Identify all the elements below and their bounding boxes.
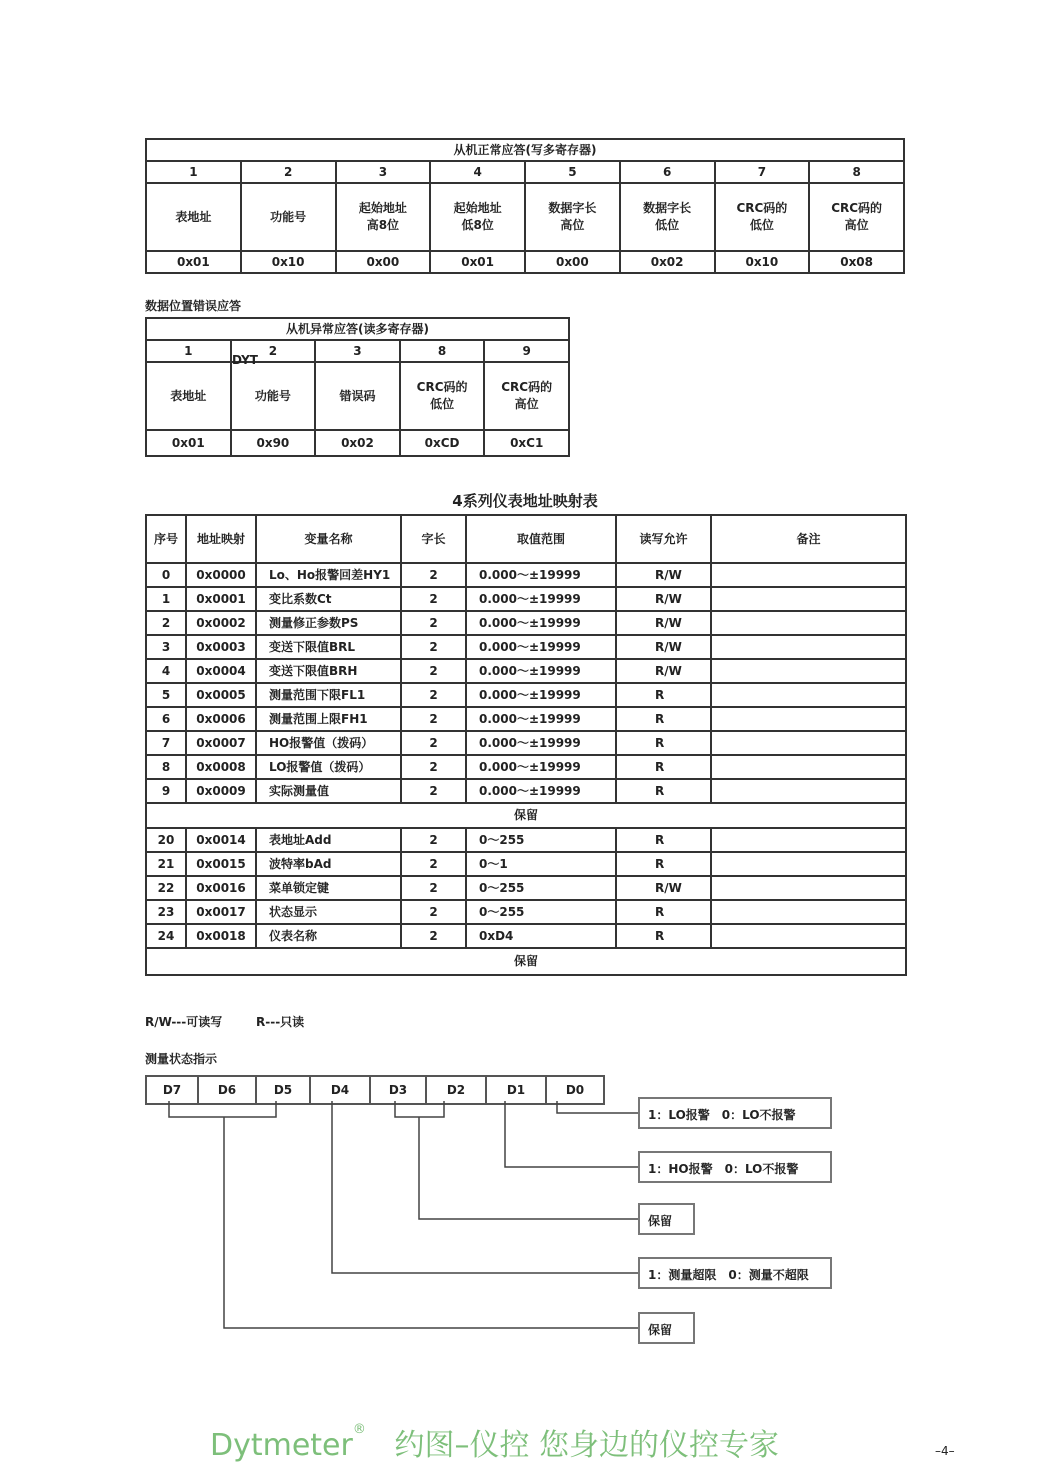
table-cell: 测量范围上限FH1 [256, 707, 401, 731]
table-cell: 0.000～±19999 [466, 659, 616, 683]
table-cell: Lo、Ho报警回差HY1 [256, 563, 401, 587]
table-cell: 6 [146, 707, 186, 731]
legend-rw: R/W---可读写 [145, 1015, 223, 1029]
reserved-row: 保留 [146, 948, 906, 975]
field-name-line: 起始地址 [453, 201, 502, 215]
table-cell: LO报警值（拨码） [256, 755, 401, 779]
table-cell: 7 [146, 731, 186, 755]
field-value: 0x08 [809, 251, 904, 273]
table-cell: 2 [401, 563, 466, 587]
table-cell: 2 [146, 611, 186, 635]
address-map-title: 4系列仪表地址映射表 [452, 492, 598, 510]
column-number: 4 [430, 161, 525, 183]
bit-cell: D6 [199, 1077, 257, 1103]
table-cell: 0x0000 [186, 563, 256, 587]
field-value: 0x01 [430, 251, 525, 273]
table-cell: R [616, 779, 711, 803]
field-name-line: 低位 [749, 218, 774, 232]
field-name-line: CRC码的 [736, 201, 788, 215]
bit-cell: D7 [147, 1077, 199, 1103]
table-cell: 8 [146, 755, 186, 779]
field-value: 0x01 [146, 251, 241, 273]
table-cell: 23 [146, 900, 186, 924]
bit-cell: D3 [371, 1077, 427, 1103]
table-cell: 2 [401, 611, 466, 635]
table-cell: 0x0002 [186, 611, 256, 635]
table-cell: R [616, 828, 711, 852]
table-cell: 5 [146, 683, 186, 707]
table-cell: 0.000～±19999 [466, 635, 616, 659]
field-value: 0xC1 [484, 430, 569, 456]
field-name-line: 数据字长 [548, 201, 597, 215]
table-cell: 0.000～±19999 [466, 731, 616, 755]
table-cell: 0x0017 [186, 900, 256, 924]
table-cell: 测量范围下限FL1 [256, 683, 401, 707]
field-name-line: 低位 [655, 218, 680, 232]
table-cell: 状态显示 [256, 900, 401, 924]
registered-mark: ® [352, 1422, 366, 1437]
status-box-d3d2: 保留 [638, 1203, 695, 1235]
field-name-line: 数据字长 [643, 201, 692, 215]
stray-text: DYT [232, 353, 258, 367]
table-cell: 0～255 [466, 828, 616, 852]
table-cell: 0x0018 [186, 924, 256, 948]
table-cell: 2 [401, 587, 466, 611]
table-cell: 0x0004 [186, 659, 256, 683]
field-name-line: CRC码的 [501, 380, 553, 394]
field-name-line: 低8位 [461, 218, 494, 232]
table-cell: 0x0014 [186, 828, 256, 852]
table-cell: R/W [616, 611, 711, 635]
table-cell: 1 [146, 587, 186, 611]
table-cell: 变送下限值BRL [256, 635, 401, 659]
column-number: 1 [146, 161, 241, 183]
table-cell: 0x0006 [186, 707, 256, 731]
field-value: 0x00 [336, 251, 431, 273]
table-cell: R [616, 731, 711, 755]
table-cell: 0.000～±19999 [466, 683, 616, 707]
field-name-line: 功能号 [270, 209, 307, 224]
table-cell: 0x0003 [186, 635, 256, 659]
table-cell: 0x0016 [186, 876, 256, 900]
field-value: 0xCD [400, 430, 485, 456]
table-cell: 24 [146, 924, 186, 948]
table-cell: 2 [401, 731, 466, 755]
brand-name: Dytmeter [210, 1428, 353, 1463]
table-cell: 3 [146, 635, 186, 659]
field-name-line: 低位 [430, 397, 455, 411]
table-cell: R [616, 924, 711, 948]
table-cell: 实际测量值 [256, 779, 401, 803]
table-cell: 2 [401, 828, 466, 852]
table-cell: R/W [616, 659, 711, 683]
table-cell: HO报警值（拨码） [256, 731, 401, 755]
status-box-d1: 1：HO报警 0：LO不报警 [638, 1151, 832, 1183]
table-cell: 2 [401, 779, 466, 803]
table-cell: 2 [401, 659, 466, 683]
table-cell: 0.000～±19999 [466, 587, 616, 611]
table-cell: 2 [401, 876, 466, 900]
table-cell: 2 [401, 924, 466, 948]
table-cell: 0.000～±19999 [466, 755, 616, 779]
field-value: 0x02 [620, 251, 715, 273]
column-header: 序号 [146, 515, 186, 563]
table-title: 从机异常应答(读多寄存器) [146, 318, 569, 340]
column-number: 2 [241, 161, 336, 183]
table-cell: 0x0009 [186, 779, 256, 803]
column-number: 7 [715, 161, 810, 183]
table-cell: 2 [401, 707, 466, 731]
table-cell: 仪表名称 [256, 924, 401, 948]
status-box-d0: 1：LO报警 0：LO不报警 [638, 1097, 832, 1129]
table-cell: R [616, 900, 711, 924]
table-cell: R/W [616, 563, 711, 587]
table-cell: 0x0005 [186, 683, 256, 707]
column-number: 3 [315, 340, 400, 362]
field-name-line: 表地址 [175, 209, 212, 224]
table-cell: R [616, 683, 711, 707]
field-name-line: 高8位 [366, 218, 400, 232]
bit-cell: D5 [257, 1077, 311, 1103]
table-cell: R/W [616, 635, 711, 659]
field-value: 0x10 [241, 251, 336, 273]
table-cell: 0.000～±19999 [466, 707, 616, 731]
table-cell: 21 [146, 852, 186, 876]
page-number: –4– [935, 1444, 955, 1458]
table-cell: 20 [146, 828, 186, 852]
column-header: 备注 [711, 515, 906, 563]
field-value: 0x01 [146, 430, 231, 456]
table-cell: 2 [401, 900, 466, 924]
table-cell: 0～255 [466, 876, 616, 900]
table-cell: 2 [401, 635, 466, 659]
column-number: 9 [484, 340, 569, 362]
table-cell: 4 [146, 659, 186, 683]
column-number: 8 [400, 340, 485, 362]
table-cell: 0～255 [466, 900, 616, 924]
field-value: 0x02 [315, 430, 400, 456]
table-cell: 2 [401, 683, 466, 707]
column-header: 读写允许 [616, 515, 711, 563]
field-value: 0x10 [715, 251, 810, 273]
status-title: 测量状态指示 [145, 1052, 218, 1066]
column-header: 变量名称 [256, 515, 401, 563]
table-cell: 变送下限值BRH [256, 659, 401, 683]
status-box-d6d5: 保留 [638, 1312, 695, 1344]
table-cell: 0 [146, 563, 186, 587]
bit-cell: D1 [487, 1077, 547, 1103]
table-cell: 22 [146, 876, 186, 900]
field-name-line: 高位 [844, 218, 869, 232]
field-value: 0x90 [231, 430, 316, 456]
table-title: 从机正常应答(写多寄存器) [146, 139, 904, 161]
column-number: 1 [146, 340, 231, 362]
table-cell: 菜单锁定键 [256, 876, 401, 900]
field-name-line: CRC码的 [416, 380, 468, 394]
field-name-line: 起始地址 [358, 201, 407, 215]
table-cell: 0.000～±19999 [466, 563, 616, 587]
table-cell: 0.000～±19999 [466, 611, 616, 635]
column-number: 3 [336, 161, 431, 183]
column-header: 字长 [401, 515, 466, 563]
table-cell: 测量修正参数PS [256, 611, 401, 635]
bit-cell: D4 [311, 1077, 371, 1103]
legend-r: R---只读 [256, 1015, 305, 1029]
field-name-line: 功能号 [254, 388, 291, 403]
table-cell: 2 [401, 852, 466, 876]
column-number: 8 [809, 161, 904, 183]
table-cell: 0x0008 [186, 755, 256, 779]
bit-cell: D2 [427, 1077, 487, 1103]
column-number: 6 [620, 161, 715, 183]
field-name-line: 错误码 [339, 388, 376, 403]
table-cell: 波特率bAd [256, 852, 401, 876]
field-name-line: 高位 [560, 218, 585, 232]
reserved-row: 保留 [146, 803, 906, 828]
field-name-line: 表地址 [170, 388, 207, 403]
column-number: 5 [525, 161, 620, 183]
section-data-position-error: 数据位置错误应答 [145, 299, 242, 313]
table-cell: 0xD4 [466, 924, 616, 948]
table-cell: R [616, 755, 711, 779]
table-cell: R [616, 852, 711, 876]
field-name-line: 高位 [514, 397, 539, 411]
table-cell: 0x0001 [186, 587, 256, 611]
table-cell: 9 [146, 779, 186, 803]
status-box-d4: 1：测量超限 0：测量不超限 [638, 1257, 832, 1289]
table-cell: 变比系数Ct [256, 587, 401, 611]
table-cell: 0.000～±19999 [466, 779, 616, 803]
table-cell: 0x0015 [186, 852, 256, 876]
footer-slogan [210, 1420, 779, 1464]
field-name-line: CRC码的 [831, 201, 883, 215]
column-header: 地址映射 [186, 515, 256, 563]
table-cell: R [616, 707, 711, 731]
column-header: 取值范围 [466, 515, 616, 563]
table-cell: 2 [401, 755, 466, 779]
table-cell: R/W [616, 876, 711, 900]
bit-cell: D0 [565, 1083, 585, 1097]
field-value: 0x00 [525, 251, 620, 273]
table-cell: 表地址Add [256, 828, 401, 852]
column-number: 2 [231, 340, 316, 362]
slogan-text: 约图–仪控 您身边的仪控专家 [394, 1428, 780, 1463]
table-cell: R/W [616, 587, 711, 611]
table-cell: 0～1 [466, 852, 616, 876]
table-cell: 0x0007 [186, 731, 256, 755]
